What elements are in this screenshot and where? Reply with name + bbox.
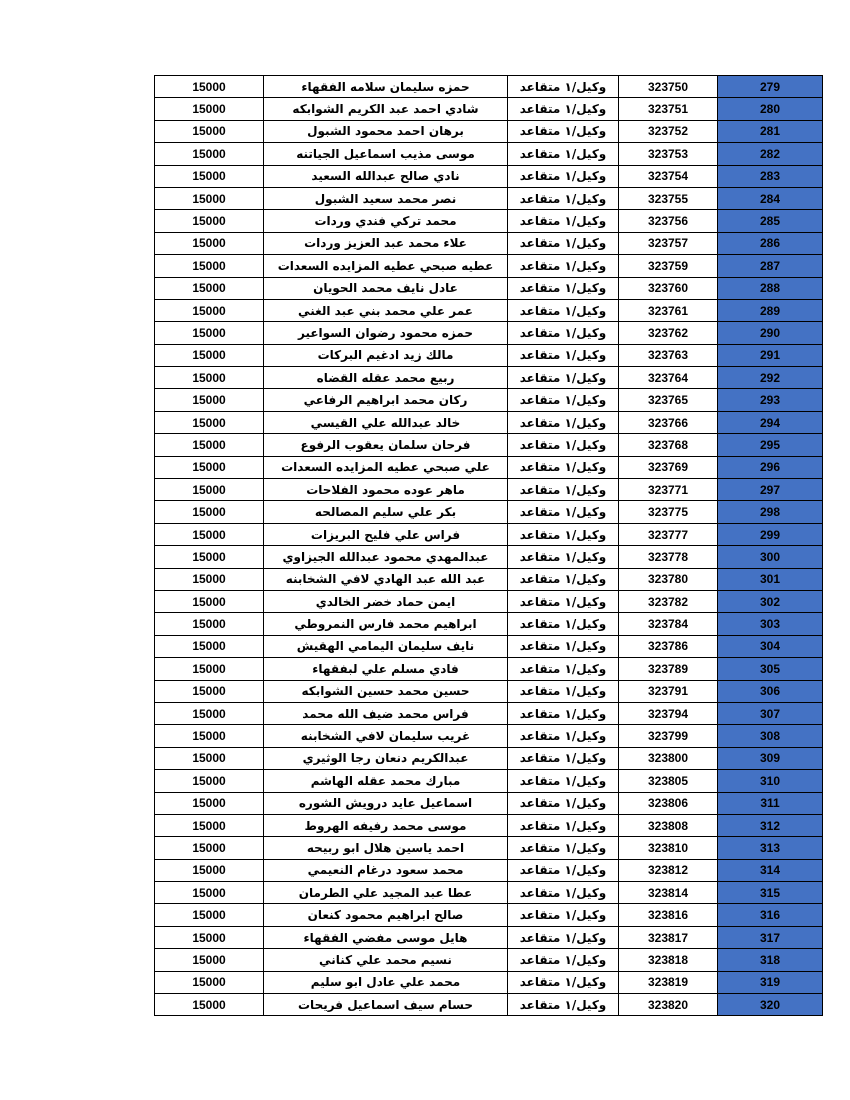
- id-cell: 323817: [619, 926, 718, 948]
- table-row: [155, 546, 823, 568]
- id-cell: 323756: [619, 210, 718, 232]
- personnel-table: [154, 75, 823, 1016]
- table-row: [155, 98, 823, 120]
- table-row: [155, 277, 823, 299]
- serial-cell: 296: [718, 456, 823, 478]
- amount-cell: 15000: [155, 770, 264, 792]
- id-cell: 323819: [619, 971, 718, 993]
- table-row: [155, 143, 823, 165]
- table-row: [155, 344, 823, 366]
- amount-cell: 15000: [155, 367, 264, 389]
- amount-cell: 15000: [155, 590, 264, 612]
- id-cell: 323765: [619, 389, 718, 411]
- name-cell: عطيه صبحي عطيه المزايده السعدات: [264, 255, 508, 277]
- table-row: [155, 389, 823, 411]
- name-cell: حمزه سليمان سلامه الفقهاء: [264, 76, 508, 98]
- id-cell: 323764: [619, 367, 718, 389]
- rank-cell: وكيل/١ متقاعد: [508, 501, 619, 523]
- name-cell: فرحان سلمان يعقوب الرفوع: [264, 434, 508, 456]
- rank-cell: وكيل/١ متقاعد: [508, 814, 619, 836]
- table-row: [155, 658, 823, 680]
- serial-cell: 287: [718, 255, 823, 277]
- id-cell: 323814: [619, 882, 718, 904]
- name-cell: عبدالمهدي محمود عبدالله الجيزاوي: [264, 546, 508, 568]
- id-cell: 323820: [619, 994, 718, 1016]
- id-cell: 323800: [619, 747, 718, 769]
- id-cell: 323806: [619, 792, 718, 814]
- serial-cell: 293: [718, 389, 823, 411]
- rank-cell: وكيل/١ متقاعد: [508, 926, 619, 948]
- amount-cell: 15000: [155, 949, 264, 971]
- rank-cell: وكيل/١ متقاعد: [508, 389, 619, 411]
- rank-cell: وكيل/١ متقاعد: [508, 949, 619, 971]
- name-cell: مالك زيد ادغيم البركات: [264, 344, 508, 366]
- amount-cell: 15000: [155, 971, 264, 993]
- serial-cell: 305: [718, 658, 823, 680]
- name-cell: مبارك محمد عقله الهاشم: [264, 770, 508, 792]
- amount-cell: 15000: [155, 994, 264, 1016]
- id-cell: 323755: [619, 187, 718, 209]
- rank-cell: وكيل/١ متقاعد: [508, 725, 619, 747]
- rank-cell: وكيل/١ متقاعد: [508, 210, 619, 232]
- serial-cell: 286: [718, 232, 823, 254]
- id-cell: 323751: [619, 98, 718, 120]
- name-cell: فراس علي فليح البريزات: [264, 523, 508, 545]
- amount-cell: 15000: [155, 187, 264, 209]
- table-row: [155, 590, 823, 612]
- rank-cell: وكيل/١ متقاعد: [508, 76, 619, 98]
- rank-cell: وكيل/١ متقاعد: [508, 882, 619, 904]
- table-row: [155, 411, 823, 433]
- rank-cell: وكيل/١ متقاعد: [508, 747, 619, 769]
- name-cell: ماهر عوده محمود الفلاحات: [264, 479, 508, 501]
- id-cell: 323780: [619, 568, 718, 590]
- table-row: [155, 613, 823, 635]
- amount-cell: 15000: [155, 120, 264, 142]
- id-cell: 323768: [619, 434, 718, 456]
- table-row: [155, 635, 823, 657]
- id-cell: 323777: [619, 523, 718, 545]
- table-row: [155, 747, 823, 769]
- amount-cell: 15000: [155, 926, 264, 948]
- amount-cell: 15000: [155, 210, 264, 232]
- serial-cell: 318: [718, 949, 823, 971]
- amount-cell: 15000: [155, 792, 264, 814]
- name-cell: عبدالكريم دنعان رجا الوثيري: [264, 747, 508, 769]
- name-cell: نسيم محمد علي كناني: [264, 949, 508, 971]
- amount-cell: 15000: [155, 702, 264, 724]
- name-cell: ركان محمد ابراهيم الرفاعي: [264, 389, 508, 411]
- table-row: [155, 232, 823, 254]
- amount-cell: 15000: [155, 680, 264, 702]
- rank-cell: وكيل/١ متقاعد: [508, 971, 619, 993]
- serial-cell: 320: [718, 994, 823, 1016]
- id-cell: 323810: [619, 837, 718, 859]
- id-cell: 323808: [619, 814, 718, 836]
- amount-cell: 15000: [155, 76, 264, 98]
- rank-cell: وكيل/١ متقاعد: [508, 568, 619, 590]
- id-cell: 323794: [619, 702, 718, 724]
- table-row: [155, 859, 823, 881]
- rank-cell: وكيل/١ متقاعد: [508, 837, 619, 859]
- table-row: [155, 792, 823, 814]
- rank-cell: وكيل/١ متقاعد: [508, 680, 619, 702]
- amount-cell: 15000: [155, 859, 264, 881]
- amount-cell: 15000: [155, 814, 264, 836]
- name-cell: عطا عبد المجيد علي الطرمان: [264, 882, 508, 904]
- rank-cell: وكيل/١ متقاعد: [508, 770, 619, 792]
- id-cell: 323761: [619, 299, 718, 321]
- serial-cell: 295: [718, 434, 823, 456]
- amount-cell: 15000: [155, 434, 264, 456]
- name-cell: نصر محمد سعيد الشبول: [264, 187, 508, 209]
- name-cell: حسين محمد حسين الشوابكه: [264, 680, 508, 702]
- table-row: [155, 165, 823, 187]
- serial-cell: 282: [718, 143, 823, 165]
- amount-cell: 15000: [155, 232, 264, 254]
- amount-cell: 15000: [155, 277, 264, 299]
- serial-cell: 303: [718, 613, 823, 635]
- serial-cell: 319: [718, 971, 823, 993]
- rank-cell: وكيل/١ متقاعد: [508, 479, 619, 501]
- id-cell: 323791: [619, 680, 718, 702]
- table-row: [155, 680, 823, 702]
- name-cell: حمزه محمود رضوان السواعير: [264, 322, 508, 344]
- serial-cell: 312: [718, 814, 823, 836]
- amount-cell: 15000: [155, 143, 264, 165]
- rank-cell: وكيل/١ متقاعد: [508, 702, 619, 724]
- rank-cell: وكيل/١ متقاعد: [508, 635, 619, 657]
- name-cell: فراس محمد ضيف الله محمد: [264, 702, 508, 724]
- id-cell: 323812: [619, 859, 718, 881]
- table-row: [155, 814, 823, 836]
- table-body: [155, 76, 823, 1016]
- serial-cell: 291: [718, 344, 823, 366]
- name-cell: موسى محمد رفيفه الهروط: [264, 814, 508, 836]
- serial-cell: 294: [718, 411, 823, 433]
- rank-cell: وكيل/١ متقاعد: [508, 546, 619, 568]
- table-row: [155, 187, 823, 209]
- name-cell: علاء محمد عبد العزيز وردات: [264, 232, 508, 254]
- table-row: [155, 568, 823, 590]
- id-cell: 323757: [619, 232, 718, 254]
- rank-cell: وكيل/١ متقاعد: [508, 120, 619, 142]
- serial-cell: 290: [718, 322, 823, 344]
- rank-cell: وكيل/١ متقاعد: [508, 434, 619, 456]
- id-cell: 323769: [619, 456, 718, 478]
- name-cell: اسماعيل عايد درويش الشوره: [264, 792, 508, 814]
- amount-cell: 15000: [155, 479, 264, 501]
- rank-cell: وكيل/١ متقاعد: [508, 590, 619, 612]
- amount-cell: 15000: [155, 299, 264, 321]
- serial-cell: 315: [718, 882, 823, 904]
- id-cell: 323766: [619, 411, 718, 433]
- serial-cell: 292: [718, 367, 823, 389]
- serial-cell: 280: [718, 98, 823, 120]
- amount-cell: 15000: [155, 344, 264, 366]
- name-cell: بكر علي سليم المصالحه: [264, 501, 508, 523]
- serial-cell: 310: [718, 770, 823, 792]
- table-row: [155, 971, 823, 993]
- id-cell: 323759: [619, 255, 718, 277]
- table-row: [155, 837, 823, 859]
- id-cell: 323754: [619, 165, 718, 187]
- name-cell: غريب سليمان لافي الشخابنه: [264, 725, 508, 747]
- id-cell: 323818: [619, 949, 718, 971]
- name-cell: فادي مسلم علي لبفقهاء: [264, 658, 508, 680]
- serial-cell: 289: [718, 299, 823, 321]
- serial-cell: 298: [718, 501, 823, 523]
- rank-cell: وكيل/١ متقاعد: [508, 411, 619, 433]
- rank-cell: وكيل/١ متقاعد: [508, 299, 619, 321]
- id-cell: 323775: [619, 501, 718, 523]
- rank-cell: وكيل/١ متقاعد: [508, 98, 619, 120]
- table-row: [155, 501, 823, 523]
- name-cell: محمد علي عادل ابو سليم: [264, 971, 508, 993]
- serial-cell: 297: [718, 479, 823, 501]
- name-cell: محمد سعود درغام النعيمي: [264, 859, 508, 881]
- serial-cell: 288: [718, 277, 823, 299]
- amount-cell: 15000: [155, 98, 264, 120]
- amount-cell: 15000: [155, 255, 264, 277]
- rank-cell: وكيل/١ متقاعد: [508, 255, 619, 277]
- name-cell: نادي صالح عبدالله السعيد: [264, 165, 508, 187]
- id-cell: 323763: [619, 344, 718, 366]
- serial-cell: 307: [718, 702, 823, 724]
- serial-cell: 285: [718, 210, 823, 232]
- serial-cell: 314: [718, 859, 823, 881]
- name-cell: محمد تركي فندي وردات: [264, 210, 508, 232]
- name-cell: عبد الله عبد الهادي لافي الشخابنه: [264, 568, 508, 590]
- name-cell: شادي احمد عبد الكريم الشوابكه: [264, 98, 508, 120]
- id-cell: 323782: [619, 590, 718, 612]
- rank-cell: وكيل/١ متقاعد: [508, 187, 619, 209]
- table-row: [155, 523, 823, 545]
- id-cell: 323816: [619, 904, 718, 926]
- rank-cell: وكيل/١ متقاعد: [508, 344, 619, 366]
- rank-cell: وكيل/١ متقاعد: [508, 658, 619, 680]
- amount-cell: 15000: [155, 882, 264, 904]
- table-row: [155, 702, 823, 724]
- table-row: [155, 725, 823, 747]
- table-row: [155, 434, 823, 456]
- rank-cell: وكيل/١ متقاعد: [508, 859, 619, 881]
- name-cell: موسى مذيب اسماعيل الجياتنه: [264, 143, 508, 165]
- serial-cell: 304: [718, 635, 823, 657]
- name-cell: عادل نايف محمد الحويان: [264, 277, 508, 299]
- serial-cell: 279: [718, 76, 823, 98]
- rank-cell: وكيل/١ متقاعد: [508, 613, 619, 635]
- amount-cell: 15000: [155, 613, 264, 635]
- amount-cell: 15000: [155, 165, 264, 187]
- rank-cell: وكيل/١ متقاعد: [508, 904, 619, 926]
- serial-cell: 306: [718, 680, 823, 702]
- table-row: [155, 926, 823, 948]
- table-row: [155, 949, 823, 971]
- name-cell: خالد عبدالله علي القيسي: [264, 411, 508, 433]
- name-cell: ابراهيم محمد فارس النمروطي: [264, 613, 508, 635]
- table-row: [155, 299, 823, 321]
- rank-cell: وكيل/١ متقاعد: [508, 994, 619, 1016]
- rank-cell: وكيل/١ متقاعد: [508, 165, 619, 187]
- table-row: [155, 255, 823, 277]
- name-cell: نايف سليمان اليمامي الهقيش: [264, 635, 508, 657]
- rank-cell: وكيل/١ متقاعد: [508, 792, 619, 814]
- table-row: [155, 367, 823, 389]
- table-row: [155, 882, 823, 904]
- name-cell: ربيع محمد عقله القضاه: [264, 367, 508, 389]
- name-cell: هايل موسى مفضي الفقهاء: [264, 926, 508, 948]
- serial-cell: 311: [718, 792, 823, 814]
- amount-cell: 15000: [155, 546, 264, 568]
- amount-cell: 15000: [155, 389, 264, 411]
- id-cell: 323760: [619, 277, 718, 299]
- name-cell: عمر علي محمد بني عبد الغني: [264, 299, 508, 321]
- serial-cell: 316: [718, 904, 823, 926]
- id-cell: 323750: [619, 76, 718, 98]
- name-cell: احمد ياسين هلال ابو ربيحه: [264, 837, 508, 859]
- name-cell: ايمن حماد خضر الخالدي: [264, 590, 508, 612]
- name-cell: حسام سيف اسماعيل فريحات: [264, 994, 508, 1016]
- id-cell: 323752: [619, 120, 718, 142]
- id-cell: 323799: [619, 725, 718, 747]
- amount-cell: 15000: [155, 635, 264, 657]
- amount-cell: 15000: [155, 501, 264, 523]
- amount-cell: 15000: [155, 322, 264, 344]
- table-row: [155, 770, 823, 792]
- table-row: [155, 322, 823, 344]
- id-cell: 323771: [619, 479, 718, 501]
- rank-cell: وكيل/١ متقاعد: [508, 232, 619, 254]
- amount-cell: 15000: [155, 837, 264, 859]
- id-cell: 323753: [619, 143, 718, 165]
- table-row: [155, 994, 823, 1016]
- serial-cell: 284: [718, 187, 823, 209]
- serial-cell: 308: [718, 725, 823, 747]
- name-cell: علي صبحي عطيه المزايده السعدات: [264, 456, 508, 478]
- amount-cell: 15000: [155, 456, 264, 478]
- serial-cell: 281: [718, 120, 823, 142]
- table-row: [155, 456, 823, 478]
- table-row: [155, 479, 823, 501]
- amount-cell: 15000: [155, 568, 264, 590]
- amount-cell: 15000: [155, 658, 264, 680]
- serial-cell: 313: [718, 837, 823, 859]
- rank-cell: وكيل/١ متقاعد: [508, 322, 619, 344]
- rank-cell: وكيل/١ متقاعد: [508, 523, 619, 545]
- serial-cell: 283: [718, 165, 823, 187]
- serial-cell: 317: [718, 926, 823, 948]
- table-row: [155, 120, 823, 142]
- serial-cell: 309: [718, 747, 823, 769]
- amount-cell: 15000: [155, 747, 264, 769]
- serial-cell: 302: [718, 590, 823, 612]
- amount-cell: 15000: [155, 904, 264, 926]
- table-row: [155, 904, 823, 926]
- table-row: [155, 76, 823, 98]
- id-cell: 323778: [619, 546, 718, 568]
- serial-cell: 300: [718, 546, 823, 568]
- serial-cell: 301: [718, 568, 823, 590]
- id-cell: 323789: [619, 658, 718, 680]
- rank-cell: وكيل/١ متقاعد: [508, 143, 619, 165]
- rank-cell: وكيل/١ متقاعد: [508, 456, 619, 478]
- id-cell: 323762: [619, 322, 718, 344]
- rank-cell: وكيل/١ متقاعد: [508, 367, 619, 389]
- amount-cell: 15000: [155, 523, 264, 545]
- name-cell: برهان احمد محمود الشبول: [264, 120, 508, 142]
- amount-cell: 15000: [155, 725, 264, 747]
- name-cell: صالح ابراهيم محمود كنعان: [264, 904, 508, 926]
- serial-cell: 299: [718, 523, 823, 545]
- amount-cell: 15000: [155, 411, 264, 433]
- id-cell: 323786: [619, 635, 718, 657]
- id-cell: 323784: [619, 613, 718, 635]
- table-row: [155, 210, 823, 232]
- rank-cell: وكيل/١ متقاعد: [508, 277, 619, 299]
- id-cell: 323805: [619, 770, 718, 792]
